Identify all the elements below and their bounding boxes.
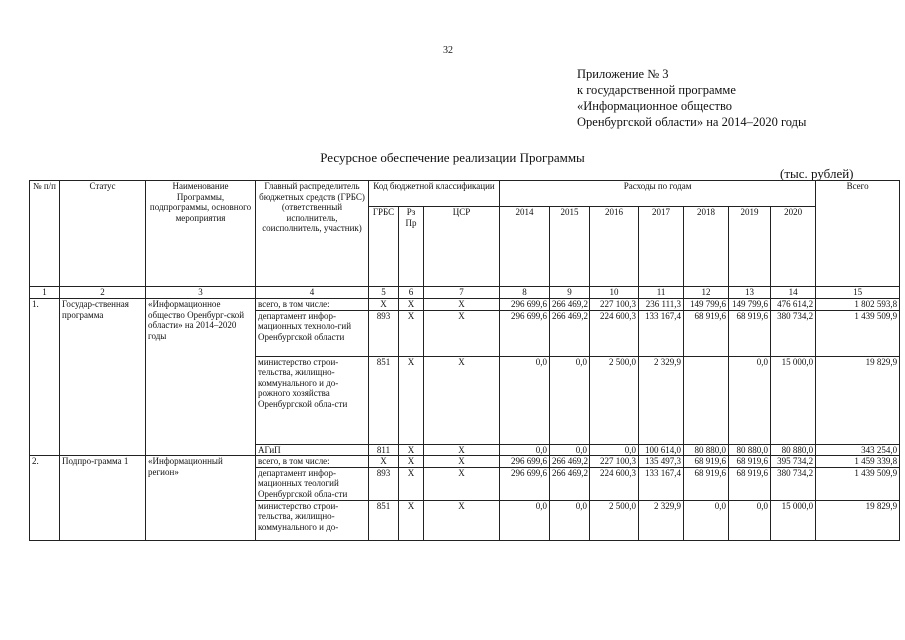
- col-number: 7: [424, 287, 500, 299]
- header-year: 2015: [550, 207, 590, 287]
- row-csr-code: Х: [424, 467, 500, 500]
- table-row: [30, 456, 900, 468]
- row-executor: министерство строи-тельства, жилищно-коммунального и до-рожного хозяйства Оренбургской обла-сти: [256, 356, 369, 444]
- row-csr-code: Х: [424, 444, 500, 456]
- row-year-value: 224 600,3: [590, 310, 639, 356]
- col-number: 12: [684, 287, 729, 299]
- row-executor: всего, в том числе:: [256, 299, 369, 311]
- row-year-value: 15 000,0: [771, 500, 816, 540]
- appendix-note: [577, 66, 806, 130]
- row-rz-code: Х: [399, 500, 424, 540]
- col-number: 13: [729, 287, 771, 299]
- row-year-value: 266 469,2: [550, 299, 590, 311]
- row-total-value: 1 802 593,8: [816, 299, 900, 311]
- row-year-value: 227 100,3: [590, 456, 639, 468]
- col-number: 15: [816, 287, 900, 299]
- col-number: 3: [146, 287, 256, 299]
- appendix-line-4: Оренбургской области» на 2014–2020 годы: [577, 115, 807, 129]
- row-grbs-code: Х: [369, 299, 399, 311]
- appendix-line-1: Приложение № 3: [577, 67, 669, 81]
- row-executor: департамент инфор-мационных теологий Оренбургской обла-сти: [256, 467, 369, 500]
- row-grbs-code: Х: [369, 456, 399, 468]
- row-executor: департамент инфор-мационных техноло-гий Оренбургской области: [256, 310, 369, 356]
- row-grbs-code: 811: [369, 444, 399, 456]
- row-grbs-code: 893: [369, 467, 399, 500]
- row-year-value: 68 919,6: [684, 310, 729, 356]
- row-year-value: 395 734,2: [771, 456, 816, 468]
- row-csr-code: Х: [424, 500, 500, 540]
- row-number: 1.: [30, 299, 60, 456]
- row-year-value: 149 799,6: [684, 299, 729, 311]
- header-year: 2017: [639, 207, 684, 287]
- row-csr-code: Х: [424, 310, 500, 356]
- row-grbs-code: 893: [369, 310, 399, 356]
- col-number: 1: [30, 287, 60, 299]
- row-year-value: 0,0: [500, 356, 550, 444]
- row-csr-code: Х: [424, 356, 500, 444]
- row-year-value: 68 919,6: [729, 467, 771, 500]
- col-number: 4: [256, 287, 369, 299]
- row-year-value: 80 880,0: [684, 444, 729, 456]
- row-year-value: 2 500,0: [590, 356, 639, 444]
- row-rz-code: Х: [399, 444, 424, 456]
- row-executor: министерство строи-тельства, жилищно-коммунального и до-: [256, 500, 369, 540]
- row-rz-code: Х: [399, 467, 424, 500]
- row-rz-code: Х: [399, 356, 424, 444]
- document-title: Ресурсное обеспечение реализации Программы: [320, 150, 585, 165]
- row-year-value: 236 111,3: [639, 299, 684, 311]
- row-year-value: 266 469,2: [550, 467, 590, 500]
- page-number: 32: [443, 45, 453, 56]
- col-number: 2: [60, 287, 146, 299]
- header-csr: ЦСР: [424, 207, 500, 287]
- appendix-line-2: к государственной программе: [577, 83, 736, 97]
- header-grbs-main: Главный распределитель бюджетных средств (ГРБС) (ответственный исполнитель, соисполнитель, участник): [256, 181, 369, 287]
- row-rz-code: Х: [399, 299, 424, 311]
- row-year-value: 224 600,3: [590, 467, 639, 500]
- row-total-value: 1 439 509,9: [816, 467, 900, 500]
- header-name: Наименование Программы, подпрограммы, основного мероприятия: [146, 181, 256, 287]
- row-year-value: 0,0: [684, 500, 729, 540]
- row-total-value: 1 439 509,9: [816, 310, 900, 356]
- row-year-value: 0,0: [729, 500, 771, 540]
- row-year-value: 476 614,2: [771, 299, 816, 311]
- row-year-value: 266 469,2: [550, 310, 590, 356]
- row-year-value: 266 469,2: [550, 456, 590, 468]
- header-year: 2014: [500, 207, 550, 287]
- table-row: [30, 299, 900, 311]
- row-year-value: 0,0: [550, 356, 590, 444]
- row-year-value: 0,0: [500, 500, 550, 540]
- header-grbs: ГРБС: [369, 207, 399, 287]
- row-year-value: [684, 356, 729, 444]
- row-csr-code: Х: [424, 456, 500, 468]
- row-year-value: 296 699,6: [500, 299, 550, 311]
- col-number: 9: [550, 287, 590, 299]
- header-code: Код бюджетной классификации: [369, 181, 500, 207]
- row-year-value: 80 880,0: [771, 444, 816, 456]
- header-expenses: Расходы по годам: [500, 181, 816, 207]
- row-year-value: 133 167,4: [639, 310, 684, 356]
- row-number: 2.: [30, 456, 60, 541]
- row-program-name: «Информационное общество Оренбург-ской области» на 2014–2020 годы: [146, 299, 256, 456]
- row-year-value: 149 799,6: [729, 299, 771, 311]
- row-year-value: 380 734,2: [771, 310, 816, 356]
- row-grbs-code: 851: [369, 500, 399, 540]
- header-rz: Рз Пр: [399, 207, 424, 287]
- header-year: 2019: [729, 207, 771, 287]
- row-rz-code: Х: [399, 456, 424, 468]
- col-number: 5: [369, 287, 399, 299]
- row-year-value: 0,0: [550, 444, 590, 456]
- row-year-value: 2 329,9: [639, 500, 684, 540]
- header-year: 2018: [684, 207, 729, 287]
- col-number: 14: [771, 287, 816, 299]
- row-year-value: 68 919,6: [684, 467, 729, 500]
- row-year-value: 80 880,0: [729, 444, 771, 456]
- row-total-value: 1 459 339,8: [816, 456, 900, 468]
- row-year-value: 227 100,3: [590, 299, 639, 311]
- row-total-value: 343 254,0: [816, 444, 900, 456]
- col-number: 11: [639, 287, 684, 299]
- row-year-value: 296 699,6: [500, 456, 550, 468]
- row-year-value: 68 919,6: [684, 456, 729, 468]
- row-status: Государ-ственная программа: [60, 299, 146, 456]
- row-year-value: 2 500,0: [590, 500, 639, 540]
- row-csr-code: Х: [424, 299, 500, 311]
- header-total: Всего: [816, 181, 900, 287]
- row-year-value: 0,0: [500, 444, 550, 456]
- row-year-value: 133 167,4: [639, 467, 684, 500]
- resource-table: [29, 180, 900, 541]
- header-status: Статус: [60, 181, 146, 287]
- row-year-value: 380 734,2: [771, 467, 816, 500]
- appendix-line-3: «Информационное общество: [577, 99, 733, 113]
- row-year-value: 2 329,9: [639, 356, 684, 444]
- row-total-value: 19 829,9: [816, 500, 900, 540]
- units-label: (тыс. рублей): [780, 166, 854, 181]
- header-num: № п/п: [30, 181, 60, 287]
- row-year-value: 15 000,0: [771, 356, 816, 444]
- col-number: 6: [399, 287, 424, 299]
- row-grbs-code: 851: [369, 356, 399, 444]
- row-year-value: 68 919,6: [729, 310, 771, 356]
- header-year: 2016: [590, 207, 639, 287]
- col-number: 10: [590, 287, 639, 299]
- row-executor: АГиП: [256, 444, 369, 456]
- row-status: Подпро-грамма 1: [60, 456, 146, 541]
- row-year-value: 296 699,6: [500, 310, 550, 356]
- row-rz-code: Х: [399, 310, 424, 356]
- row-total-value: 19 829,9: [816, 356, 900, 444]
- row-year-value: 68 919,6: [729, 456, 771, 468]
- row-year-value: 100 614,0: [639, 444, 684, 456]
- header-year: 2020: [771, 207, 816, 287]
- row-year-value: 0,0: [590, 444, 639, 456]
- row-executor: всего, в том числе:: [256, 456, 369, 468]
- row-year-value: 135 497,3: [639, 456, 684, 468]
- row-program-name: «Информационный регион»: [146, 456, 256, 541]
- col-number: 8: [500, 287, 550, 299]
- row-year-value: 0,0: [729, 356, 771, 444]
- row-year-value: 296 699,6: [500, 467, 550, 500]
- row-year-value: 0,0: [550, 500, 590, 540]
